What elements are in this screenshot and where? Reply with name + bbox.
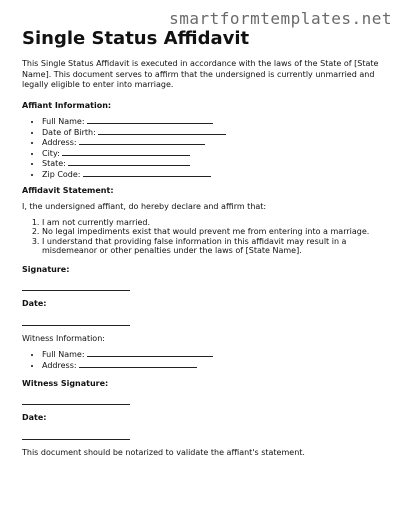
statement-item: 3. I understand that providing false information in this affidavit may result in a misdemeanor or other penalties under the laws of [State Name]. bbox=[42, 237, 384, 256]
affidavit-document bbox=[22, 28, 384, 458]
address-blank[interactable] bbox=[79, 137, 205, 145]
intro-paragraph: This Single Status Affidavit is executed in accordance with the laws of the State of [State Name]. This document serves to affirm that the undersigned is currently unmarried and legally eligible to enter into marriage. bbox=[22, 59, 379, 89]
affiant-field-state bbox=[42, 158, 384, 169]
field-label: State: bbox=[42, 159, 66, 169]
witness-field-full-name bbox=[42, 349, 384, 360]
statement-list bbox=[22, 218, 384, 256]
field-label: Zip Code: bbox=[42, 169, 81, 179]
city-blank[interactable] bbox=[62, 148, 190, 156]
witness-info-label: Witness Information: bbox=[22, 333, 105, 343]
affiant-field-address bbox=[42, 137, 384, 148]
field-label: City: bbox=[42, 148, 60, 158]
full-name-blank[interactable] bbox=[87, 116, 213, 124]
field-label: Address: bbox=[42, 361, 77, 371]
field-label: Date of Birth: bbox=[42, 127, 96, 137]
witness-date-label: Date: bbox=[22, 413, 47, 423]
date-line[interactable] bbox=[22, 325, 130, 326]
affiant-field-full-name bbox=[42, 116, 384, 127]
affiant-field-zip bbox=[42, 169, 384, 180]
witness-date-line[interactable] bbox=[22, 439, 130, 440]
affiant-field-dob bbox=[42, 127, 384, 138]
affiant-info-heading: Affiant Information: bbox=[22, 100, 112, 110]
witness-address-blank[interactable] bbox=[79, 360, 197, 368]
witness-field-address bbox=[42, 360, 384, 371]
statement-item: 2. No legal impediments exist that would prevent me from entering into a marriage. bbox=[42, 227, 384, 237]
affidavit-statement-heading: Affidavit Statement: bbox=[22, 185, 114, 195]
notarization-note: This document should be notarized to validate the affiant's statement. bbox=[22, 447, 305, 457]
field-label: Address: bbox=[42, 138, 77, 148]
statement-intro: I, the undersigned affiant, do hereby declare and affirm that: bbox=[22, 202, 267, 212]
signature-line[interactable] bbox=[22, 290, 130, 291]
dob-blank[interactable] bbox=[98, 127, 226, 135]
site-watermark: smartformtemplates.net bbox=[169, 9, 392, 28]
zip-blank[interactable] bbox=[83, 169, 211, 177]
state-blank[interactable] bbox=[68, 158, 190, 166]
witness-field-list bbox=[22, 349, 384, 370]
affiant-field-list bbox=[22, 116, 384, 180]
statement-item: 1. I am not currently married. bbox=[42, 218, 384, 228]
field-label: Full Name: bbox=[42, 350, 85, 360]
date-label: Date: bbox=[22, 299, 47, 309]
witness-name-blank[interactable] bbox=[87, 349, 213, 357]
witness-signature-label: Witness Signature: bbox=[22, 378, 109, 388]
witness-signature-line[interactable] bbox=[22, 404, 130, 405]
signature-label: Signature: bbox=[22, 264, 70, 274]
document-title: Single Status Affidavit bbox=[22, 28, 250, 49]
field-label: Full Name: bbox=[42, 117, 85, 126]
affiant-field-city bbox=[42, 148, 384, 159]
